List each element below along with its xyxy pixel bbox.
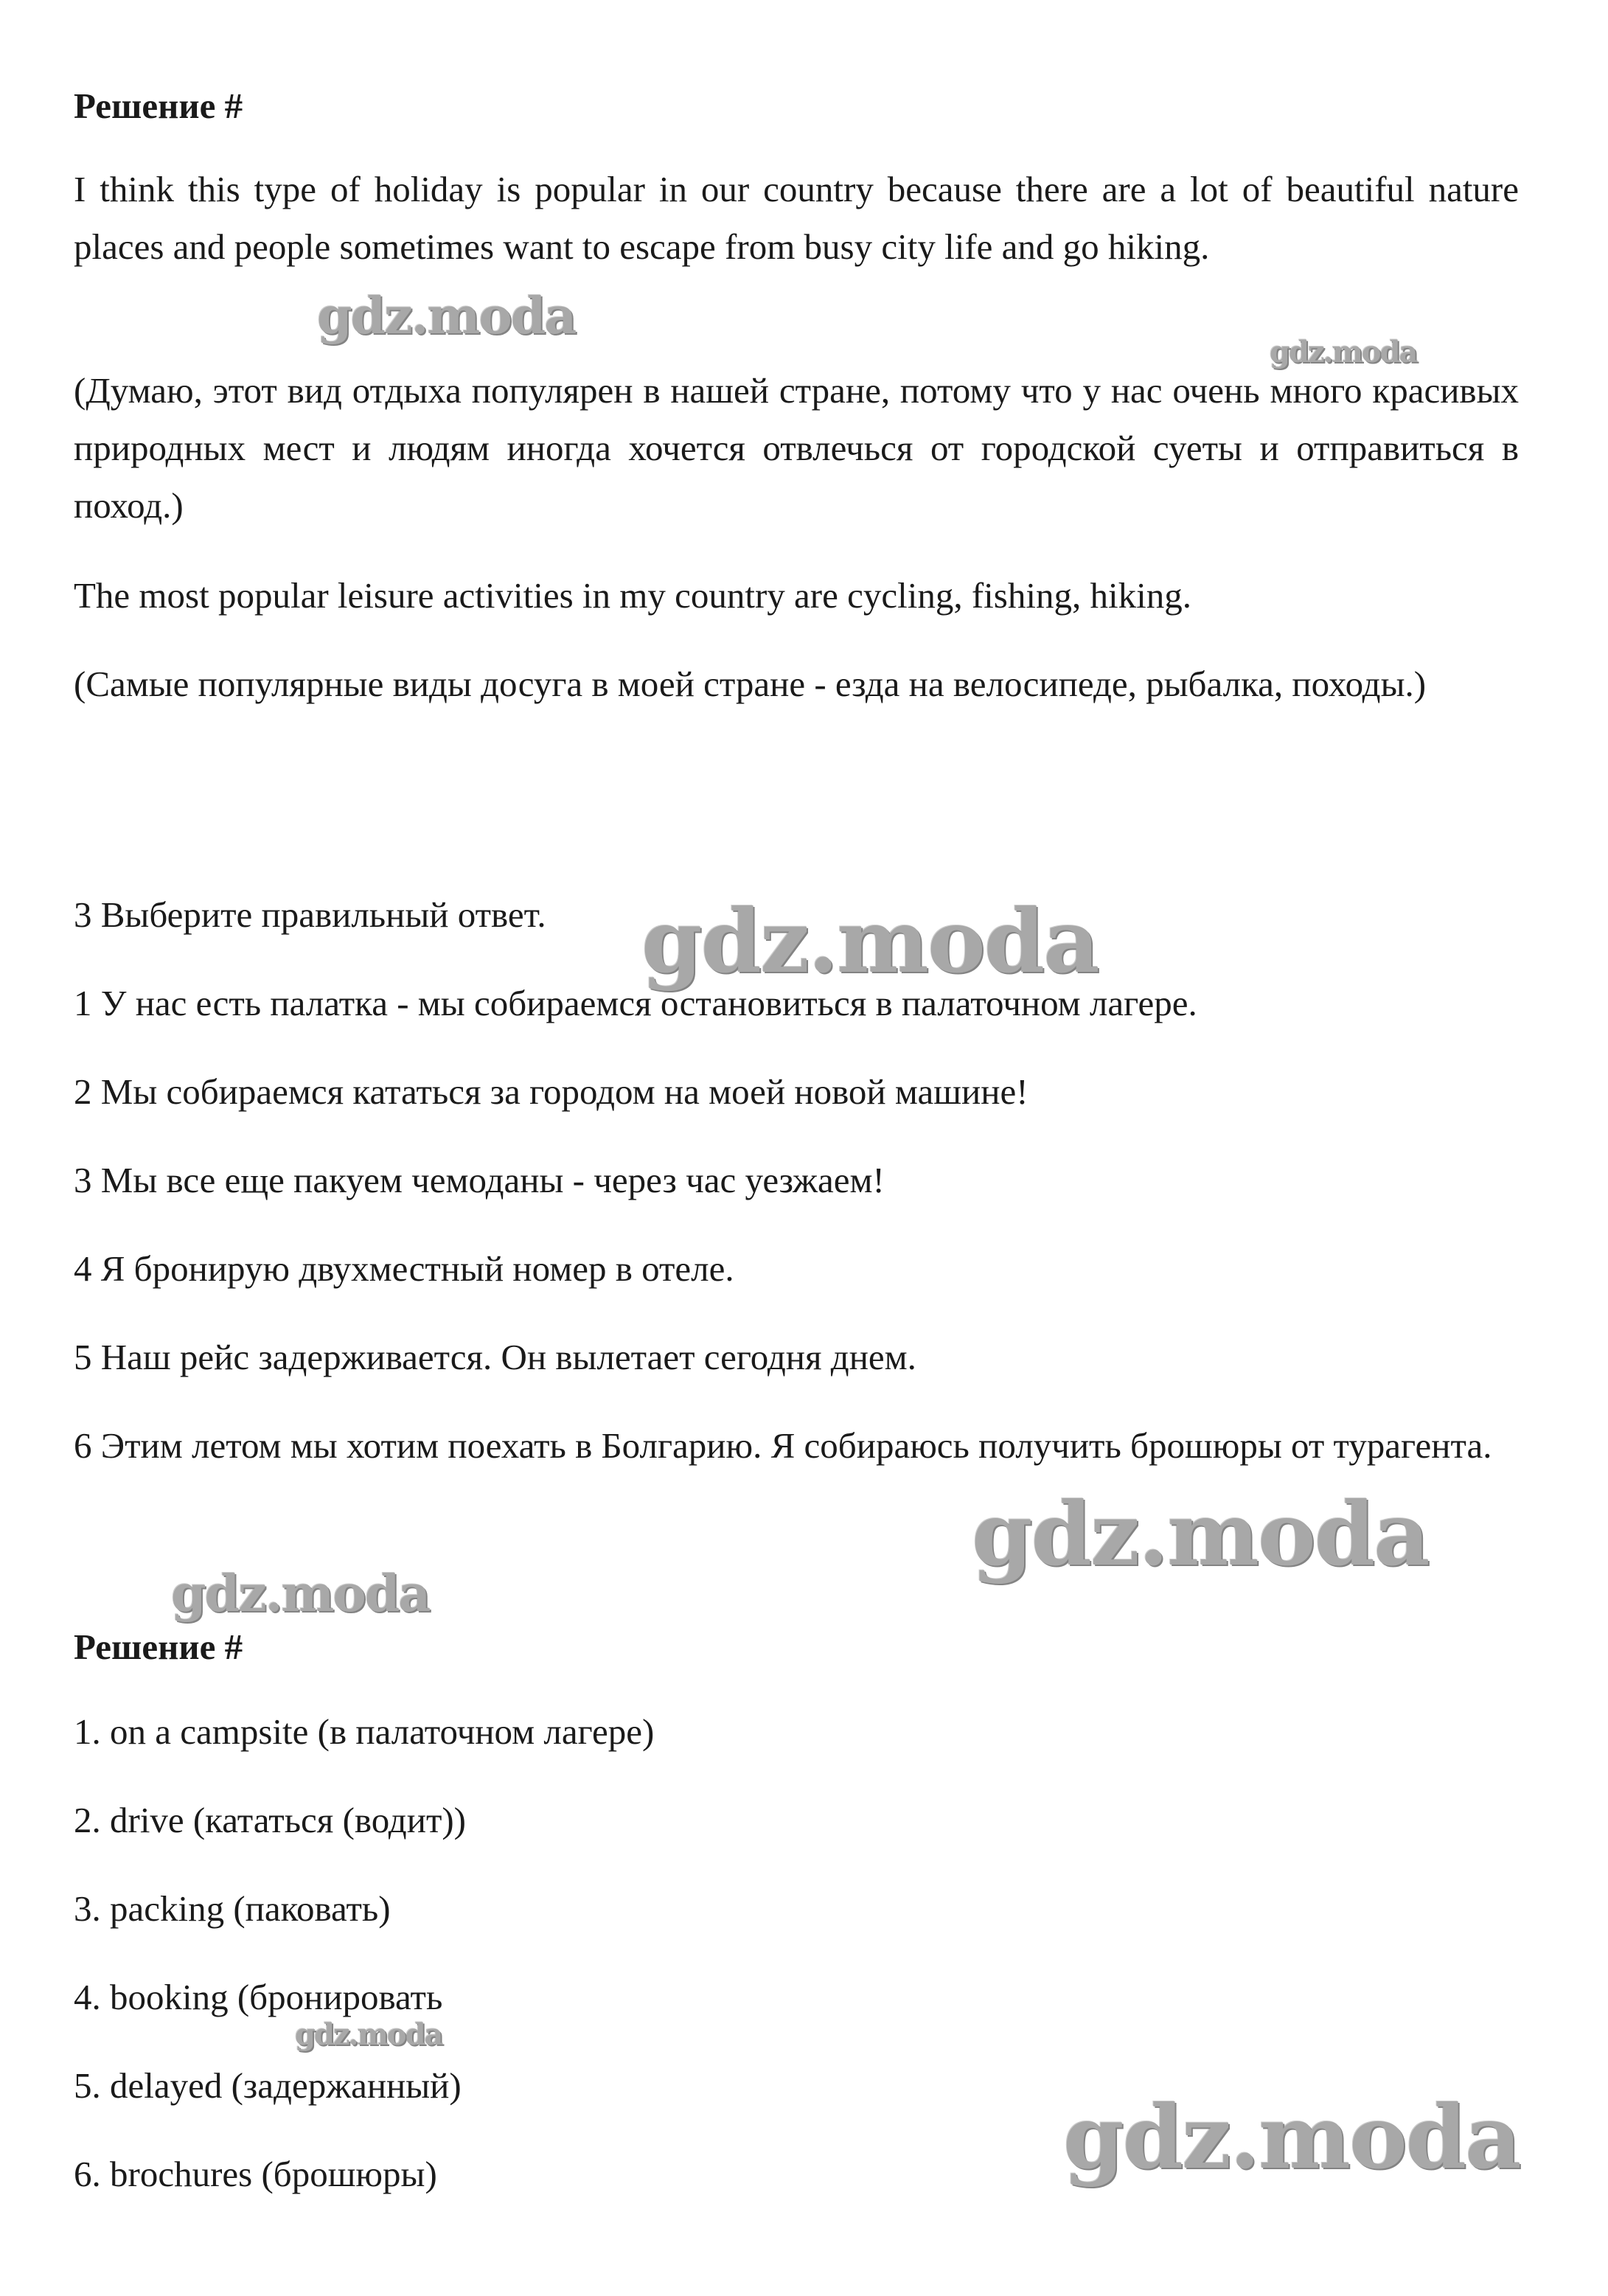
exercise-item-1: 1 У нас есть палатка - мы собираемся остановиться в палаточном лагере. bbox=[74, 983, 1197, 1023]
watermark-logo: gdz.moda bbox=[1063, 2086, 1520, 2188]
answer-paragraph-english-1: I think this type of holiday is popular in our country because there are a lot of beautiful nature places and people sometimes want to escape from busy city life and go hiking. bbox=[74, 169, 1519, 267]
answer-paragraph-english-2: The most popular leisure activities in my country are cycling, fishing, hiking. bbox=[74, 575, 1191, 616]
exercise-item-5: 5 Наш рейс задерживается. Он вылетает сегодня днем. bbox=[74, 1337, 916, 1377]
watermark-logo: gdz.moda bbox=[641, 890, 1099, 992]
solution-answer-1: 1. on a campsite (в палаточном лагере) bbox=[74, 1711, 655, 1752]
solution-answer-2: 2. drive (кататься (водит)) bbox=[74, 1800, 466, 1840]
exercise-item-3: 3 Мы все еще пакуем чемоданы - через час уезжаем! bbox=[74, 1160, 885, 1200]
watermark-logo: gdz.moda bbox=[295, 2017, 442, 2052]
answer-paragraph-russian-1: (Думаю, этот вид отдыха популярен в нашей стране, потому что у нас очень много красивых природных мест и людям иногда хочется отвлечься от городской суеты и отправиться в поход.) bbox=[74, 370, 1519, 526]
solution-answer-5: 5. delayed (задержанный) bbox=[74, 2065, 462, 2106]
exercise-item-4: 4 Я бронирую двухместный номер в отеле. bbox=[74, 1248, 734, 1289]
solution-answer-3: 3. packing (паковать) bbox=[74, 1888, 391, 1929]
solution-answer-6: 6. brochures (брошюры) bbox=[74, 2154, 437, 2194]
solution-answer-4: 4. booking (бронировать bbox=[74, 1977, 443, 2017]
exercise-item-2: 2 Мы собираемся кататься за городом на моей новой машине! bbox=[74, 1071, 1029, 1112]
exercise-3-title: 3 Выберите правильный ответ. bbox=[74, 894, 546, 935]
watermark-logo: gdz.moda bbox=[171, 1565, 430, 1624]
answer-paragraph-russian-2: (Самые популярные виды досуга в моей стране - езда на велосипеде, рыбалка, походы.) bbox=[74, 664, 1427, 704]
watermark-logo: gdz.moda bbox=[972, 1483, 1429, 1585]
solution-heading-2: Решение # bbox=[74, 1627, 243, 1667]
watermark-logo: gdz.moda bbox=[317, 287, 576, 346]
watermark-logo: gdz.moda bbox=[1270, 335, 1417, 369]
solution-heading-1: Решение # bbox=[74, 86, 243, 126]
exercise-item-6: 6 Этим летом мы хотим поехать в Болгарию. Я собираюсь получить брошюры от турагента. bbox=[74, 1425, 1492, 1466]
